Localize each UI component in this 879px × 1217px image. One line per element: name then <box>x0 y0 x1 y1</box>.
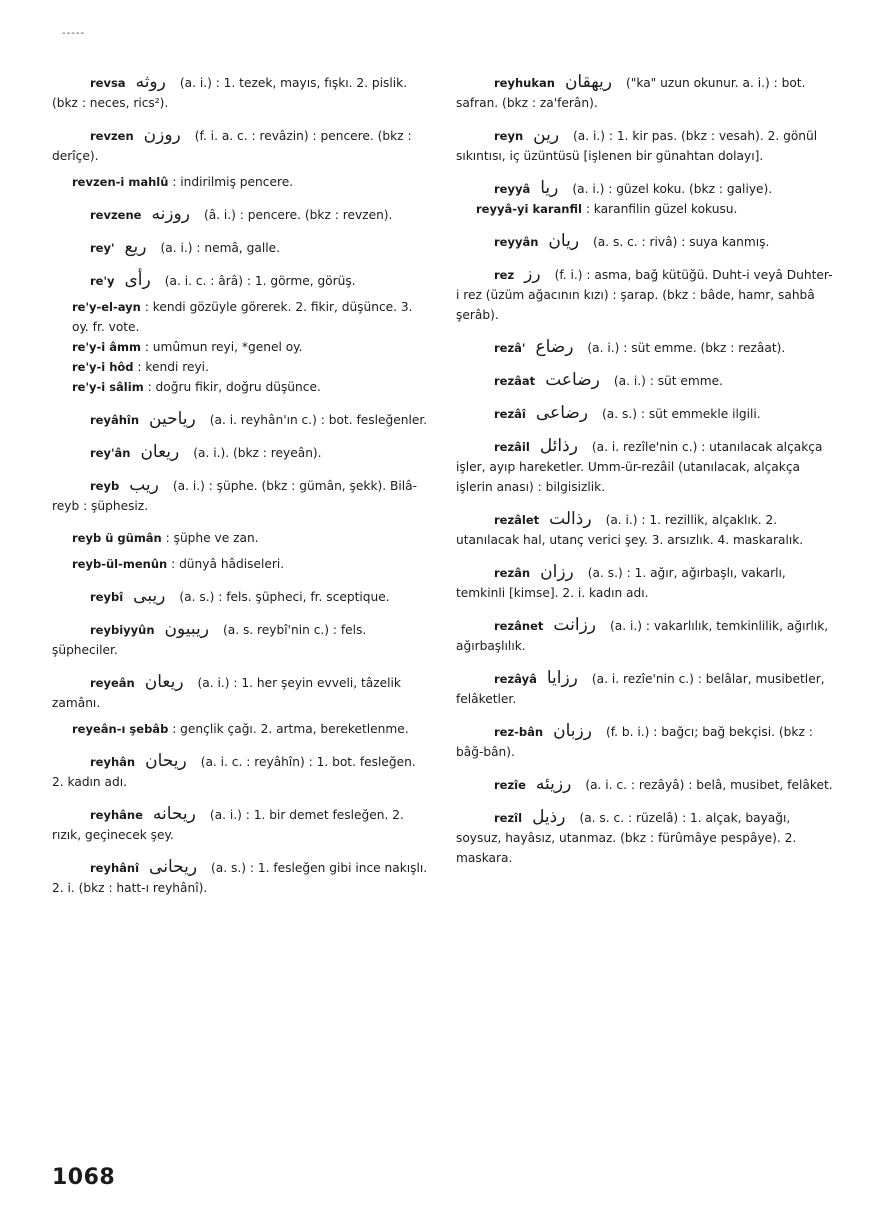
dictionary-entry <box>52 751 430 792</box>
dictionary-entry <box>52 719 430 739</box>
entry-spacer <box>456 762 834 774</box>
entry-spacer <box>456 550 834 562</box>
arabic-script: ريهقان <box>564 72 612 92</box>
dictionary-entry <box>456 125 834 166</box>
arabic-script: ريحانى <box>149 857 198 877</box>
headword: reybî <box>90 590 124 604</box>
definition: (a. i. c. : reyâhîn) : 1. bot. fesleğen. 2. kadın adı. <box>52 755 416 789</box>
arabic-script: رزيئه <box>535 774 572 794</box>
definition: (f. i.) : asma, bağ kütüğü. Duht-i veyâ Duhter-i rez (üzüm ağacının kızı) : şarap. (bkz : bâde, hamr, sahbâ şerâb). <box>456 268 833 322</box>
definition: (â. i.) : pencere. (bkz : revzen). <box>203 208 393 222</box>
dictionary-entry <box>456 199 834 219</box>
headword: reyn <box>494 129 524 143</box>
definition: : doğru fikir, doğru düşünce. <box>147 380 321 394</box>
dictionary-entry <box>52 297 430 337</box>
headword: revsa <box>90 76 126 90</box>
entry-spacer <box>456 391 834 403</box>
dictionary-entry <box>456 403 834 424</box>
entry-spacer <box>52 574 430 586</box>
definition: : indirilmiş pencere. <box>172 175 294 189</box>
dictionary-entry <box>52 72 430 113</box>
headword: rezîl <box>494 811 523 825</box>
arabic-script: رز <box>524 264 541 284</box>
dictionary-entry <box>52 857 430 898</box>
headword: re'y-i âmm <box>72 340 141 354</box>
entry-spacer <box>52 463 430 475</box>
arabic-script: رأى <box>124 270 151 290</box>
entry-spacer <box>52 397 430 409</box>
definition: (a. i.) : 1. tezek, mayıs, fışkı. 2. pislik. (bkz : neces, rics²). <box>52 76 408 110</box>
arabic-script: ريعان <box>140 442 180 462</box>
headword: reyb-ül-menûn <box>72 557 168 571</box>
arabic-script: رذيل <box>532 807 566 827</box>
dictionary-entry <box>52 554 430 574</box>
dictionary-entry <box>456 721 834 762</box>
definition: (a. i.). (bkz : reyeân). <box>193 446 322 460</box>
dictionary-entry <box>52 619 430 660</box>
arabic-script: رزبان <box>553 721 592 741</box>
definition: (a. s. c. : rivâ) : suya kanmış. <box>593 235 770 249</box>
entry-spacer <box>52 113 430 125</box>
headword: re'y-i hôd <box>72 360 134 374</box>
definition: (a. i. rezîe'nin c.) : belâlar, musibetler, felâketler. <box>456 672 825 706</box>
arabic-script: ريحانه <box>152 804 196 824</box>
entry-spacer <box>456 166 834 178</box>
dictionary-entry <box>52 125 430 166</box>
dictionary-entry <box>52 357 430 377</box>
definition: : kendi reyi. <box>137 360 209 374</box>
entry-spacer <box>52 607 430 619</box>
entry-spacer <box>456 113 834 125</box>
dictionary-entry <box>52 475 430 516</box>
headword: re'y-el-ayn <box>72 300 141 314</box>
definition: : dünyâ hâdiseleri. <box>171 557 285 571</box>
dictionary-entry <box>456 370 834 391</box>
arabic-script: رين <box>533 125 560 145</box>
definition: : kendi gözüyle görerek. 2. fikir, düşünce. 3. oy. fr. vote. <box>72 300 413 334</box>
entry-spacer <box>456 709 834 721</box>
headword: rezâî <box>494 407 526 421</box>
entry-spacer <box>52 845 430 857</box>
headword: reyhânî <box>90 861 140 875</box>
headword: rez <box>494 268 515 282</box>
definition: (a. i.) : süt emme. <box>613 374 724 388</box>
arabic-script: ريب <box>129 475 159 495</box>
headword: revzene <box>90 208 142 222</box>
headword: reyeân-ı şebâb <box>72 722 169 736</box>
dictionary-entry <box>456 264 834 325</box>
headword: rezâ' <box>494 341 526 355</box>
definition: : şüphe ve zan. <box>165 531 259 545</box>
definition: : gençlik çağı. 2. artma, bereketlenme. <box>172 722 409 736</box>
definition: (f. i. a. c. : revâzin) : pencere. (bkz : derîçe). <box>52 129 412 163</box>
arabic-script: رضاعت <box>545 370 600 390</box>
arabic-script: رزانت <box>553 615 596 635</box>
definition: (a. s. c. : rüzelâ) : 1. alçak, bayağı, soysuz, hayâsız, utanmaz. (bkz : fürûmâye pespâye). 2. maskara. <box>456 811 797 865</box>
arabic-script: ريبى <box>133 586 166 606</box>
definition: (a. i.) : nemâ, galle. <box>160 241 281 255</box>
headword: reyyâ <box>494 182 531 196</box>
definition: (a. i.) : 1. her şeyin evveli, tâzelik zamânı. <box>52 676 401 710</box>
headword: re'y <box>90 274 115 288</box>
headword: rey' <box>90 241 115 255</box>
headword: rezîe <box>494 778 526 792</box>
entry-spacer <box>456 603 834 615</box>
headword: reyhân <box>90 755 136 769</box>
dictionary-entry <box>52 409 430 430</box>
headword: rezâlet <box>494 513 540 527</box>
dictionary-entry <box>52 528 430 548</box>
dictionary-entry <box>52 204 430 225</box>
arabic-script: ريان <box>548 231 580 251</box>
definition: (a. i. reyhân'ın c.) : bot. fesleğenler. <box>209 413 428 427</box>
entry-spacer <box>456 424 834 436</box>
arabic-script: رزايا <box>546 668 578 688</box>
dictionary-entry <box>52 442 430 463</box>
definition: : umûmun reyi, *genel oy. <box>144 340 303 354</box>
dictionary-entry <box>456 178 834 199</box>
headword: reybiyyûn <box>90 623 155 637</box>
headword: rezân <box>494 566 531 580</box>
definition: (a. i.) : güzel koku. (bkz : galiye). <box>572 182 773 196</box>
dictionary-entry <box>456 774 834 795</box>
headword: rezâyâ <box>494 672 537 686</box>
arabic-script: روزن <box>143 125 181 145</box>
arabic-script: روزنه <box>151 204 190 224</box>
entry-spacer <box>456 325 834 337</box>
dictionary-entry <box>456 668 834 709</box>
definition: (a. i. c. : ârâ) : 1. görme, görüş. <box>164 274 356 288</box>
dictionary-entry <box>456 231 834 252</box>
arabic-script: رذائل <box>539 436 578 456</box>
headword: reyâhîn <box>90 413 140 427</box>
entry-spacer <box>456 795 834 807</box>
headword: revzen-i mahlû <box>72 175 169 189</box>
arabic-script: ريا <box>540 178 559 198</box>
dictionary-entry <box>52 586 430 607</box>
entry-spacer <box>52 792 430 804</box>
arabic-script: ريحان <box>145 751 187 771</box>
dictionary-entry <box>456 337 834 358</box>
header-mark: ----- <box>62 28 86 39</box>
entry-spacer <box>52 430 430 442</box>
headword: rezâil <box>494 440 530 454</box>
definition: ("ka" uzun okunur. a. i.) : bot. safran. (bkz : za'ferân). <box>456 76 806 110</box>
dictionary-entry <box>52 172 430 192</box>
arabic-script: رضاع <box>535 337 574 357</box>
entry-spacer <box>52 516 430 528</box>
entry-spacer <box>52 739 430 751</box>
headword: reyb <box>90 479 120 493</box>
entry-spacer <box>52 192 430 204</box>
definition: (f. b. i.) : bağcı; bağ bekçisi. (bkz : bâğ-bân). <box>456 725 813 759</box>
dictionary-entry <box>52 337 430 357</box>
definition: : karanfilin güzel kokusu. <box>585 202 738 216</box>
headword: reyhukan <box>494 76 555 90</box>
definition: (a. i.) : süt emme. (bkz : rezâat). <box>587 341 786 355</box>
dictionary-entry <box>52 804 430 845</box>
definition: (a. s.) : süt emmekle ilgili. <box>602 407 761 421</box>
dictionary-entry <box>456 807 834 868</box>
headword: reyyân <box>494 235 539 249</box>
arabic-script: رذالت <box>549 509 592 529</box>
arabic-script: ريبيون <box>164 619 209 639</box>
dictionary-entry <box>456 509 834 550</box>
headword: rey'ân <box>90 446 131 460</box>
entry-spacer <box>52 258 430 270</box>
definition: (a. i. c. : rezâyâ) : belâ, musibet, felâket. <box>585 778 833 792</box>
dictionary-entry <box>52 237 430 258</box>
arabic-script: رياحين <box>149 409 196 429</box>
definition: (a. i.) : vakarlılık, temkinlilik, ağırlık, ağırbaşlılık. <box>456 619 829 653</box>
arabic-script: رزان <box>540 562 574 582</box>
arabic-script: ريعان <box>144 672 184 692</box>
entry-spacer <box>456 219 834 231</box>
headword: reyhâne <box>90 808 143 822</box>
entry-spacer <box>52 225 430 237</box>
arabic-script: رضاعى <box>535 403 589 423</box>
arabic-script: روثه <box>135 72 166 92</box>
dictionary-entry <box>52 377 430 397</box>
headword: rezânet <box>494 619 544 633</box>
dictionary-entry <box>456 615 834 656</box>
dictionary-entry <box>456 562 834 603</box>
dictionary-entry <box>456 72 834 113</box>
definition: (a. i. rezîle'nin c.) : utanılacak alçakça işler, ayıp hareketler. Umm-ür-rezâil (utanılacak, alçakça işlerin anası) : bilgisizlik. <box>456 440 823 494</box>
headword: re'y-i sâlim <box>72 380 144 394</box>
definition: (a. i.) : 1. bir demet fesleğen. 2. rızık, geçinecek şey. <box>52 808 404 842</box>
headword: reyyâ-yi karanfil <box>476 202 582 216</box>
right-column <box>456 72 834 868</box>
entry-spacer <box>456 497 834 509</box>
definition: (a. s. reybî'nin c.) : fels. şüpheciler. <box>52 623 367 657</box>
definition: (a. s.) : fels. şüpheci, fr. sceptique. <box>179 590 390 604</box>
entry-spacer <box>456 656 834 668</box>
entry-spacer <box>456 358 834 370</box>
headword: reyb ü gümân <box>72 531 162 545</box>
dictionary-entry <box>52 672 430 713</box>
headword: rez-bân <box>494 725 544 739</box>
left-column <box>52 72 430 898</box>
definition: (a. i.) : 1. kir pas. (bkz : vesah). 2. gönül sıkıntısı, iç üzüntüsü [işlenen bir günahtan dolayı]. <box>456 129 818 163</box>
definition: (a. s.) : 1. ağır, ağırbaşlı, vakarlı, temkinli [kimse]. 2. i. kadın adı. <box>456 566 786 600</box>
headword: reyeân <box>90 676 135 690</box>
definition: (a. i.) : şüphe. (bkz : gümân, şekk). Bilâ-reyb : şüphesiz. <box>52 479 418 513</box>
arabic-script: ريع <box>124 237 147 257</box>
entry-spacer <box>456 252 834 264</box>
definition: (a. i.) : 1. rezillik, alçaklık. 2. utanılacak hal, utanç verici şey. 3. arsızlık. 4. maskaralık. <box>456 513 804 547</box>
definition: (a. s.) : 1. fesleğen gibi ince nakışlı. 2. i. (bkz : hatt-ı reyhânî). <box>52 861 428 895</box>
page-number: 1068 <box>52 1165 116 1190</box>
headword: rezâat <box>494 374 536 388</box>
dictionary-entry <box>456 436 834 497</box>
headword: revzen <box>90 129 134 143</box>
entry-spacer <box>52 660 430 672</box>
dictionary-entry <box>52 270 430 291</box>
